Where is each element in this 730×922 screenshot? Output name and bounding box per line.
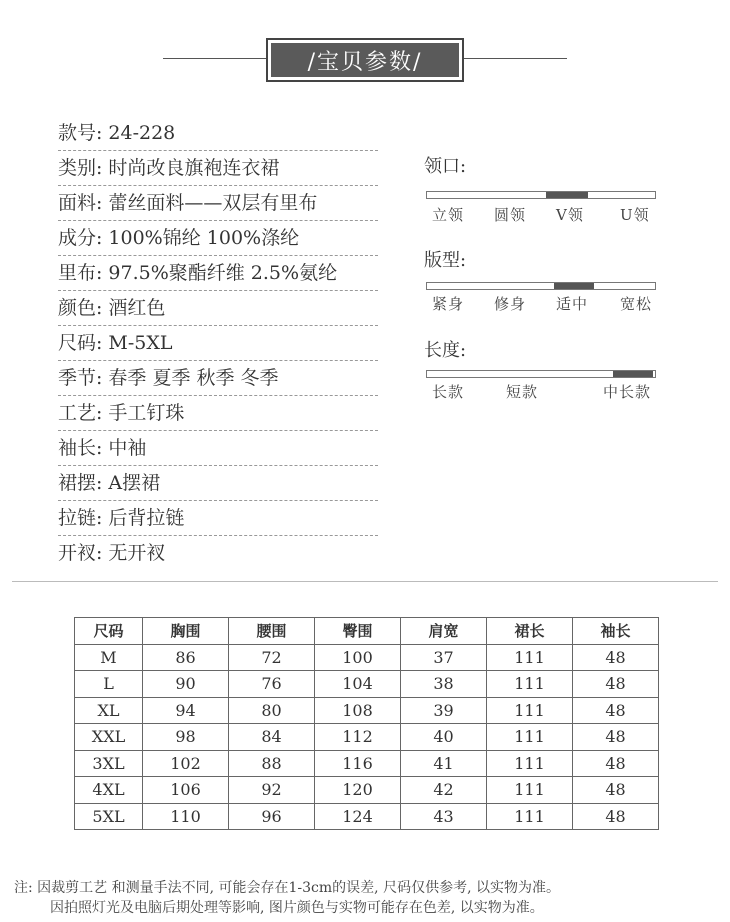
- table-cell: 5XL: [75, 803, 143, 830]
- table-cell: XL: [75, 697, 143, 724]
- header-cell: 肩宽: [401, 618, 487, 645]
- note-line-1: 注: 因裁剪工艺 和测量手法不同, 可能会存在1-3cm的误差, 尺码仅供参考, 以实物为准。: [14, 880, 560, 896]
- section-divider: [12, 581, 718, 582]
- table-cell: M: [75, 644, 143, 671]
- header-cell: 胸围: [143, 618, 229, 645]
- param-label: 款号:: [58, 122, 103, 144]
- table-cell: 106: [143, 777, 229, 804]
- param-row-category: [58, 151, 378, 186]
- param-label: 季节:: [58, 367, 103, 389]
- length-option: 中长款: [603, 383, 652, 401]
- table-cell: 43: [401, 803, 487, 830]
- header-cell: 裙长: [487, 618, 573, 645]
- param-row-slit: [58, 536, 378, 570]
- fit-title: 版型:: [424, 250, 467, 271]
- fit-option: 宽松: [620, 295, 653, 313]
- table-cell: 111: [487, 750, 573, 777]
- param-value: A摆裙: [108, 472, 161, 494]
- table-cell: 96: [229, 803, 315, 830]
- length-bar: [426, 370, 656, 378]
- neckline-option: 圆领: [494, 206, 527, 224]
- param-value: 后背拉链: [108, 507, 185, 529]
- table-cell: L: [75, 671, 143, 698]
- param-value: 手工钉珠: [108, 402, 185, 424]
- table-cell: 3XL: [75, 750, 143, 777]
- param-label: 工艺:: [58, 402, 103, 424]
- section-title: /宝贝参数/: [271, 43, 459, 77]
- fit-option: 紧身: [432, 295, 465, 313]
- param-value: 酒红色: [108, 297, 166, 319]
- param-value: 蕾丝面料——双层有里布: [108, 192, 318, 214]
- header-cell: 腰围: [229, 618, 315, 645]
- section-title-box: [266, 38, 464, 82]
- param-value: 中袖: [108, 437, 147, 459]
- fit-option: 修身: [494, 295, 527, 313]
- table-cell: 111: [487, 724, 573, 751]
- table-cell: 98: [143, 724, 229, 751]
- table-row: [75, 697, 659, 724]
- table-cell: 39: [401, 697, 487, 724]
- param-row-lining: [58, 256, 378, 291]
- param-label: 开衩:: [58, 542, 103, 564]
- table-cell: 100: [315, 644, 401, 671]
- param-value: 97.5%聚酯纤维 2.5%氨纶: [108, 262, 338, 284]
- header-cell: 尺码: [75, 618, 143, 645]
- param-row-fabric: [58, 186, 378, 221]
- param-value: 100%锦纶 100%涤纶: [108, 227, 300, 249]
- param-row-zipper: [58, 501, 378, 536]
- table-cell: 94: [143, 697, 229, 724]
- table-cell: 72: [229, 644, 315, 671]
- title-line-left: [163, 58, 266, 59]
- table-cell: 48: [573, 724, 659, 751]
- param-value: 24-228: [108, 122, 176, 144]
- length-bar-fill: [613, 371, 653, 377]
- neckline-option: U领: [620, 206, 650, 224]
- table-row: [75, 777, 659, 804]
- table-cell: 111: [487, 697, 573, 724]
- table-cell: 111: [487, 803, 573, 830]
- param-row-hem: [58, 466, 378, 501]
- param-row-sleeve: [58, 431, 378, 466]
- table-cell: 86: [143, 644, 229, 671]
- param-label: 尺码:: [58, 332, 103, 354]
- table-cell: 110: [143, 803, 229, 830]
- length-option: 短款: [506, 383, 539, 401]
- note-line-2: 因拍照灯光及电脑后期处理等影响, 图片颜色与实物可能存在色差, 以实物为准。: [50, 900, 544, 916]
- table-cell: 76: [229, 671, 315, 698]
- param-row-size: [58, 326, 378, 361]
- neckline-option: 立领: [432, 206, 465, 224]
- table-cell: 48: [573, 750, 659, 777]
- param-value: 春季 夏季 秋季 冬季: [108, 367, 279, 389]
- table-cell: 37: [401, 644, 487, 671]
- table-row: [75, 671, 659, 698]
- table-cell: 120: [315, 777, 401, 804]
- table-cell: 41: [401, 750, 487, 777]
- table-cell: 90: [143, 671, 229, 698]
- fit-option: 适中: [556, 295, 589, 313]
- table-row: [75, 803, 659, 830]
- neckline-bar-fill: [546, 192, 588, 198]
- table-cell: 124: [315, 803, 401, 830]
- header-cell: 袖长: [573, 618, 659, 645]
- param-value: 无开衩: [108, 542, 166, 564]
- table-cell: 4XL: [75, 777, 143, 804]
- param-label: 成分:: [58, 227, 103, 249]
- table-cell: 102: [143, 750, 229, 777]
- table-cell: 48: [573, 671, 659, 698]
- title-line-right: [464, 58, 567, 59]
- table-row: [75, 750, 659, 777]
- neckline-option: V领: [556, 206, 584, 224]
- param-row-color: [58, 291, 378, 326]
- param-label: 拉链:: [58, 507, 103, 529]
- param-label: 袖长:: [58, 437, 103, 459]
- table-cell: 40: [401, 724, 487, 751]
- fit-bar: [426, 282, 656, 290]
- param-row-style-no: [58, 116, 378, 151]
- param-label: 里布:: [58, 262, 103, 284]
- table-cell: 48: [573, 644, 659, 671]
- table-cell: 111: [487, 644, 573, 671]
- param-value: 时尚改良旗袍连衣裙: [108, 157, 280, 179]
- table-cell: 48: [573, 697, 659, 724]
- param-label: 面料:: [58, 192, 103, 214]
- neckline-bar: [426, 191, 656, 199]
- param-row-season: [58, 361, 378, 396]
- param-label: 裙摆:: [58, 472, 103, 494]
- length-title: 长度:: [424, 340, 467, 361]
- table-cell: 111: [487, 777, 573, 804]
- table-cell: 38: [401, 671, 487, 698]
- table-row: [75, 644, 659, 671]
- neckline-title: 领口:: [424, 156, 467, 177]
- param-row-composition: [58, 221, 378, 256]
- table-cell: 80: [229, 697, 315, 724]
- param-value: M-5XL: [108, 332, 173, 354]
- table-cell: 104: [315, 671, 401, 698]
- param-label: 类别:: [58, 157, 103, 179]
- size-table: [74, 617, 659, 830]
- table-cell: 88: [229, 750, 315, 777]
- table-cell: 42: [401, 777, 487, 804]
- header-cell: 臀围: [315, 618, 401, 645]
- table-cell: 111: [487, 671, 573, 698]
- table-row: [75, 724, 659, 751]
- length-option: 长款: [432, 383, 465, 401]
- table-cell: 48: [573, 777, 659, 804]
- table-cell: 48: [573, 803, 659, 830]
- table-cell: 116: [315, 750, 401, 777]
- table-header-row: [75, 618, 659, 645]
- fit-bar-fill: [554, 283, 594, 289]
- param-row-craft: [58, 396, 378, 431]
- param-label: 颜色:: [58, 297, 103, 319]
- table-cell: 92: [229, 777, 315, 804]
- table-cell: 112: [315, 724, 401, 751]
- table-cell: 84: [229, 724, 315, 751]
- table-cell: 108: [315, 697, 401, 724]
- table-cell: XXL: [75, 724, 143, 751]
